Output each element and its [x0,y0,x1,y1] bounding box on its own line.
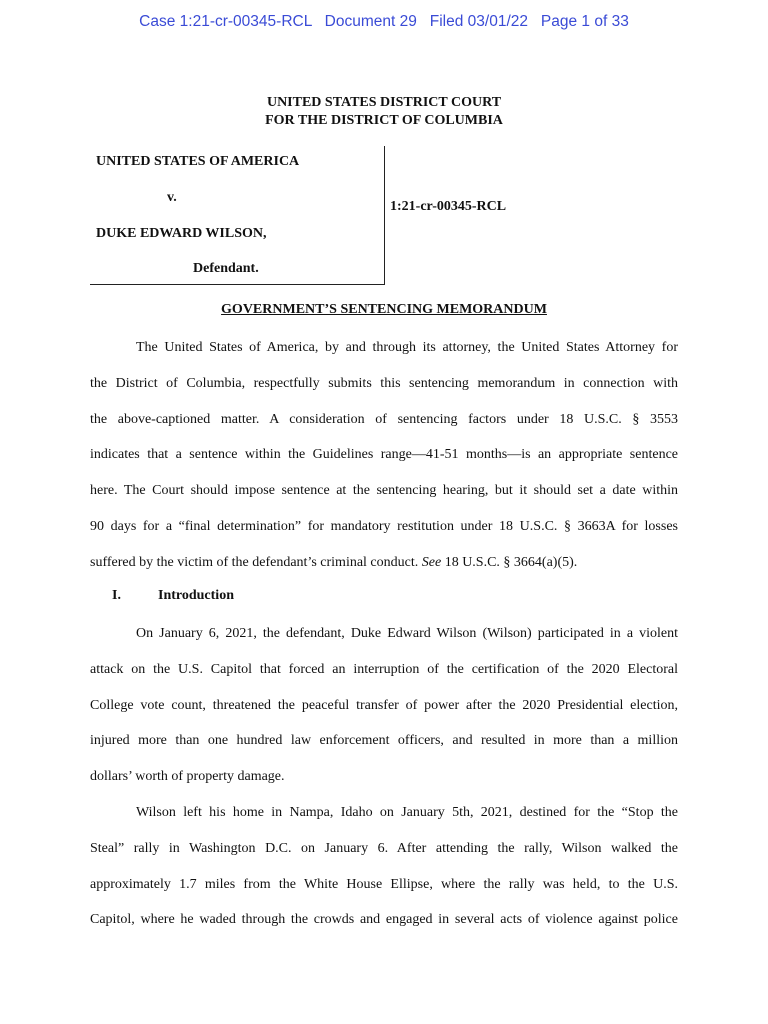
introduction-paragraph-1 [90,616,678,795]
court-name-line-2: FOR THE DISTRICT OF COLUMBIA [265,113,503,128]
paragraph-text: suffered by the victim of the defendant’s criminal conduct. [90,554,422,570]
section-number: I. [112,588,121,603]
paragraph-line [90,545,678,581]
section-heading-introduction [112,588,234,604]
court-name-line-1: UNITED STATES DISTRICT COURT [266,95,502,110]
plaintiff-name: UNITED STATES OF AMERICA [96,154,300,169]
paragraph-line: the District of Columbia, respectfully submits this sentencing memorandum in connection with [90,375,678,391]
paragraph-line: Steal” rally in Washington D.C. on January 6. After attending the rally, Wilson walked the [90,840,678,856]
case-header-line: Case 1:21-cr-00345-RCL Document 29 Filed 03/01/22 Page 1 of 33 [139,13,629,30]
court-name [0,94,768,130]
versus-label: v. [167,190,177,205]
paragraph-line: College vote count, threatened the peaceful transfer of power after the 2020 Presidential election, [90,697,678,713]
paragraph-text: 18 U.S.C. § 3664(a)(5). [441,554,578,570]
case-number: 1:21-cr-00345-RCL [390,199,507,214]
defendant-name: DUKE EDWARD WILSON, [96,226,267,241]
paragraph-line: the above-captioned matter. A consideration of sentencing factors under 18 U.S.C. § 3553 [90,411,678,427]
paragraph-line: 90 days for a “final determination” for mandatory restitution under 18 U.S.C. § 3663A for losses [90,518,678,534]
section-title: Introduction [158,588,234,603]
paragraph-line: here. The Court should impose sentence at the sentencing hearing, but it should set a date within [90,483,678,499]
paragraph-line: dollars’ worth of property damage. [90,769,285,785]
see-citation-signal: See [421,554,442,570]
paragraph-line: indicates that a sentence within the Guidelines range—41-51 months—is an appropriate sentence [90,447,678,463]
paragraph-line: attack on the U.S. Capitol that forced an interruption of the certification of the 2020 Electoral [90,661,678,677]
paragraph-line: Capitol, where he waded through the crowds and engaged in several acts of violence against police [90,912,678,928]
paragraph-line: injured more than one hundred law enforcement officers, and resulted in more than a million [90,733,678,749]
case-caption [90,146,385,285]
paragraph-line: The United States of America, by and through its attorney, the United States Attorney for [136,340,678,355]
memorandum-title: GOVERNMENT’S SENTENCING MEMORANDUM [221,302,547,317]
paragraph-line: Wilson left his home in Nampa, Idaho on January 5th, 2021, destined for the “Stop the [136,805,678,820]
paragraph-line: approximately 1.7 miles from the White House Ellipse, where the rally was held, to the U.S. [90,876,678,892]
paragraph-line: On January 6, 2021, the defendant, Duke Edward Wilson (Wilson) participated in a violent [136,626,678,641]
defendant-label: Defendant. [193,261,259,276]
introduction-paragraph-2 [90,795,678,938]
intro-paragraph [90,330,678,581]
